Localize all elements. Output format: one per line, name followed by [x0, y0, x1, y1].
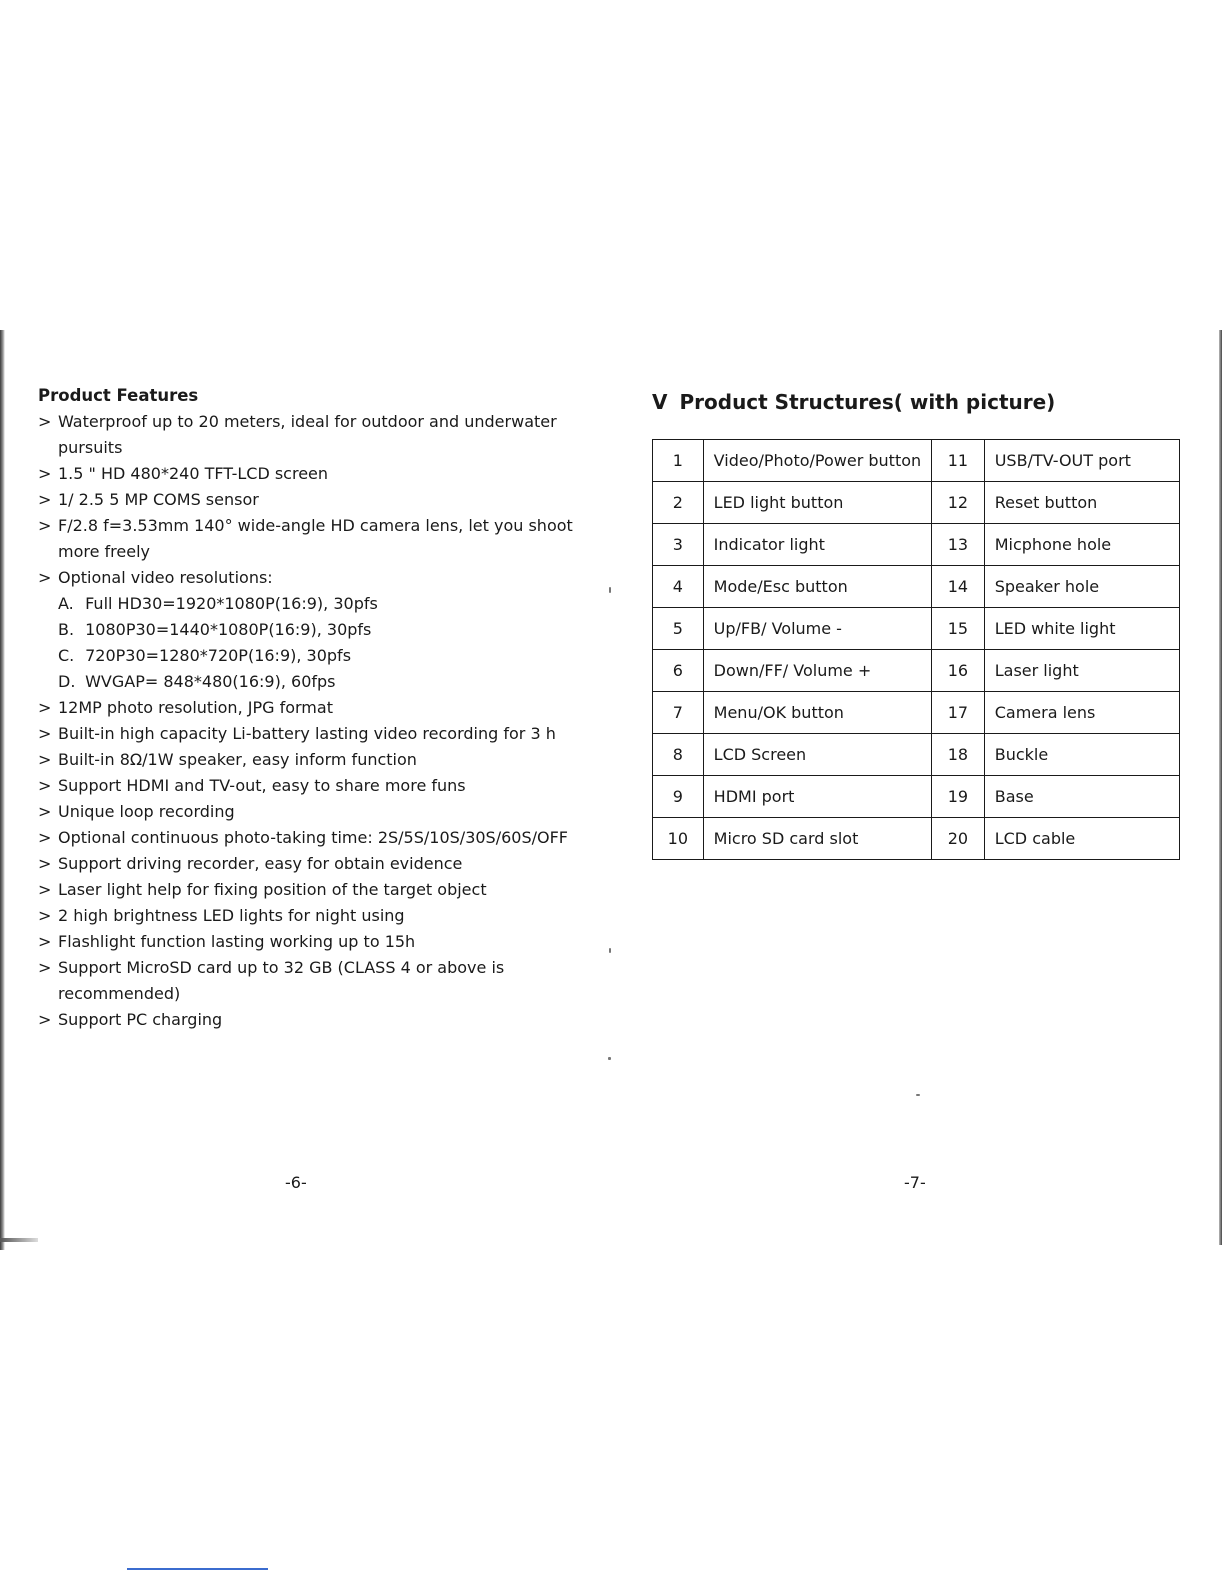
features-heading: Product Features: [38, 386, 199, 405]
feature-text: Laser light help for fixing position of the target object: [58, 880, 487, 899]
feature-text: Support HDMI and TV-out, easy to share more funs: [58, 776, 466, 795]
page-number-left: -6-: [285, 1173, 307, 1192]
bullet: >: [38, 906, 52, 925]
feature-text: Built-in high capacity Li-battery lasting video recording for 3 h: [58, 724, 556, 743]
resolution-list: [38, 591, 578, 695]
part-name: USB/TV-OUT port: [984, 440, 1179, 482]
feature-text: 2 high brightness LED lights for night using: [58, 906, 405, 925]
part-number: 4: [653, 566, 704, 608]
bullet: >: [38, 412, 52, 431]
feature-text: Unique loop recording: [58, 802, 235, 821]
bullet: >: [38, 776, 52, 795]
feature-text: 12MP photo resolution, JPG format: [58, 698, 333, 717]
part-number: 1: [653, 440, 704, 482]
section-title-text: Product Structures( with picture): [679, 390, 1056, 414]
part-name: LCD cable: [984, 818, 1179, 860]
table-row: [653, 818, 1180, 860]
section-numeral: V: [652, 390, 668, 414]
right-page: [652, 388, 1182, 416]
feature-item: [38, 773, 578, 799]
feature-text: 1/ 2.5 5 MP COMS sensor: [58, 490, 259, 509]
table-row: [653, 482, 1180, 524]
table-row: [653, 650, 1180, 692]
left-page: [38, 383, 578, 1033]
part-name: Camera lens: [984, 692, 1179, 734]
part-name: Buckle: [984, 734, 1179, 776]
feature-text: Support driving recorder, easy for obtain evidence: [58, 854, 463, 873]
resolution-letter: D.: [58, 672, 76, 691]
bullet: >: [38, 828, 52, 847]
part-number: 15: [932, 608, 985, 650]
feature-text: 1.5 " HD 480*240 TFT-LCD screen: [58, 464, 329, 483]
part-name: Indicator light: [703, 524, 931, 566]
part-name: Laser light: [984, 650, 1179, 692]
resolution-text: 720P30=1280*720P(16:9), 30pfs: [85, 646, 352, 665]
bullet: >: [38, 750, 52, 769]
part-name: Base: [984, 776, 1179, 818]
feature-text: Optional video resolutions:: [58, 568, 273, 587]
part-number: 10: [653, 818, 704, 860]
resolution-item: [38, 643, 578, 669]
part-name: LED light button: [703, 482, 931, 524]
page-number-right: -7-: [904, 1173, 926, 1192]
table-row: [653, 524, 1180, 566]
part-number: 11: [932, 440, 985, 482]
part-number: 9: [653, 776, 704, 818]
bullet: >: [38, 516, 52, 535]
part-name: Video/Photo/Power button: [703, 440, 931, 482]
bullet: >: [38, 1010, 52, 1029]
feature-item: [38, 747, 578, 773]
section-title: [652, 388, 1182, 416]
scan-edge-right: [1219, 330, 1222, 1245]
feature-item: [38, 487, 578, 513]
scan-bottom-line: [127, 1568, 268, 1570]
resolution-letter: A.: [58, 594, 74, 613]
part-number: 18: [932, 734, 985, 776]
part-number: 7: [653, 692, 704, 734]
feature-text: Waterproof up to 20 meters, ideal for outdoor and underwater pursuits: [58, 412, 557, 457]
bullet: >: [38, 490, 52, 509]
part-name: Reset button: [984, 482, 1179, 524]
bullet: >: [38, 698, 52, 717]
part-number: 8: [653, 734, 704, 776]
feature-item: [38, 461, 578, 487]
feature-text: Built-in 8Ω/1W speaker, easy inform function: [58, 750, 417, 769]
feature-text: Support MicroSD card up to 32 GB (CLASS 4 or above is recommended): [58, 958, 505, 1003]
resolution-letter: C.: [58, 646, 75, 665]
resolution-item: [38, 591, 578, 617]
bullet: >: [38, 958, 52, 977]
bullet: >: [38, 932, 52, 951]
feature-item: [38, 929, 578, 955]
feature-item: [38, 799, 578, 825]
scan-speck: [608, 1057, 611, 1060]
bullet: >: [38, 854, 52, 873]
part-name: LED white light: [984, 608, 1179, 650]
feature-item: [38, 1007, 578, 1033]
part-number: 14: [932, 566, 985, 608]
part-name: Up/FB/ Volume -: [703, 608, 931, 650]
part-name: HDMI port: [703, 776, 931, 818]
part-number: 16: [932, 650, 985, 692]
bullet: >: [38, 724, 52, 743]
feature-item: [38, 903, 578, 929]
part-name: Micro SD card slot: [703, 818, 931, 860]
part-number: 3: [653, 524, 704, 566]
part-name: Micphone hole: [984, 524, 1179, 566]
feature-text: F/2.8 f=3.53mm 140° wide-angle HD camera lens, let you shoot more freely: [58, 516, 573, 561]
table-row: [653, 566, 1180, 608]
table-row: [653, 440, 1180, 482]
bullet: >: [38, 464, 52, 483]
part-name: Menu/OK button: [703, 692, 931, 734]
part-number: 2: [653, 482, 704, 524]
resolution-text: Full HD30=1920*1080P(16:9), 30pfs: [85, 594, 378, 613]
feature-text: Support PC charging: [58, 1010, 223, 1029]
part-number: 13: [932, 524, 985, 566]
feature-item: [38, 851, 578, 877]
feature-item: [38, 825, 578, 851]
scan-edge-left: [0, 330, 5, 1250]
feature-item: [38, 695, 578, 721]
part-number: 19: [932, 776, 985, 818]
table-row: [653, 776, 1180, 818]
feature-item: [38, 877, 578, 903]
bullet: >: [38, 568, 52, 587]
part-name: Down/FF/ Volume +: [703, 650, 931, 692]
resolution-text: WVGAP= 848*480(16:9), 60fps: [85, 672, 336, 691]
resolution-item: [38, 617, 578, 643]
structure-table: [652, 439, 1180, 860]
table-row: [653, 734, 1180, 776]
table-row: [653, 608, 1180, 650]
bullet: >: [38, 802, 52, 821]
resolution-item: [38, 669, 578, 695]
scan-speck: [609, 948, 611, 953]
part-number: 12: [932, 482, 985, 524]
scan-speck: [609, 587, 611, 593]
feature-item: [38, 955, 578, 1007]
scan-edge-left-bottom: [0, 1238, 38, 1242]
table-row: [653, 692, 1180, 734]
part-number: 6: [653, 650, 704, 692]
feature-text: Flashlight function lasting working up to 15h: [58, 932, 416, 951]
feature-text: Optional continuous photo-taking time: 2S/5S/10S/30S/60S/OFF: [58, 828, 568, 847]
resolution-options: [38, 591, 578, 695]
feature-item: [38, 565, 578, 591]
part-number: 20: [932, 818, 985, 860]
part-number: 17: [932, 692, 985, 734]
resolution-letter: B.: [58, 620, 75, 639]
feature-item: [38, 721, 578, 747]
feature-list: [38, 409, 578, 1033]
scan-speck: [916, 1094, 920, 1096]
feature-item: [38, 513, 578, 565]
part-name: Mode/Esc button: [703, 566, 931, 608]
part-name: Speaker hole: [984, 566, 1179, 608]
part-number: 5: [653, 608, 704, 650]
part-name: LCD Screen: [703, 734, 931, 776]
bullet: >: [38, 880, 52, 899]
feature-item: [38, 409, 578, 461]
resolution-text: 1080P30=1440*1080P(16:9), 30pfs: [85, 620, 372, 639]
